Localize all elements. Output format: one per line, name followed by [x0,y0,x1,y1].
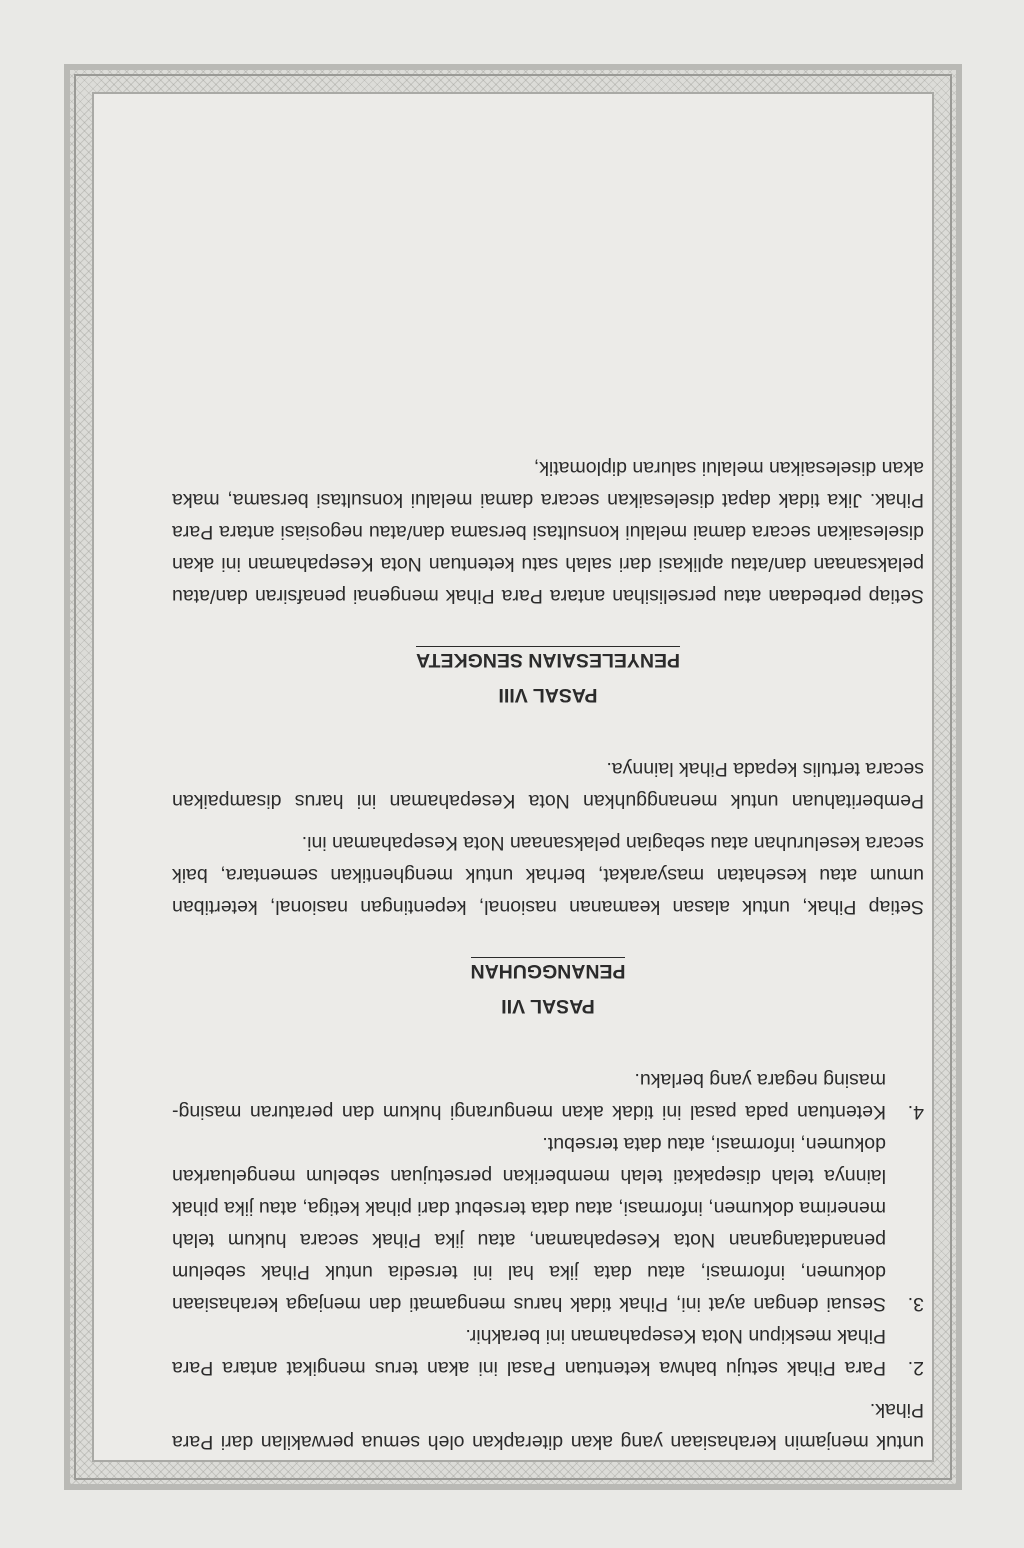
pasal-8-paragraph-1: Setiap perbedaan atau perselisihan antara Para Pihak mengenai penafsiran dan/atau pelaksanaan dan/atau aplikasi dari salah satu ketentuan Nota Kesepahaman ini akan diselesaikan secara damai melalui konsultasi bersama dan/atau negosiasi antara Para Pihak. Jika tidak dapat diselesaikan secara damai melalui konsultasi bersama, maka akan diselesaikan melalui saluran diplomatik, [172,457,924,607]
pasal-7-subtitle: PENANGGUHAN [471,957,626,984]
pasal-8-title: PASAL VIII [498,684,598,706]
list-item-2 [172,1320,924,1384]
pasal-7-title: PASAL VII [501,995,595,1017]
pasal-7-paragraph-1: Setiap Pihak, untuk alasan keamanan nasional, kepentingan nasional, ketertiban umum atau kesehatan masyarakat, berhak untuk menghentikan sementara, baik secara keseluruhan atau sebagian pelaksanaan Nota Kesepahaman ini. [172,832,924,918]
list-number: 4. [907,1101,924,1123]
pasal-7-heading [172,955,924,1022]
pasal-8-subtitle: PENYELESAIAN SENGKETA [416,646,680,673]
list-number: 2. [907,1357,924,1379]
list-text: Para Pihak setuju bahwa ketentuan Pasal ini akan terus mengikat antara Para Pihak meskipun Nota Kesepahaman ini berakhir. [172,1325,886,1379]
list-text: Sesuai dengan ayat ini, Pihak tidak harus mengamati dan menjaga kerahasiaan dokumen, informasi, atau data jika hal ini tersedia untuk Pihak sebelum penandatanganan Nota Kesepahaman, atau jika Pihak secara hukum telah menerima dokumen, informasi, atau data tersebut dari pihak ketiga, atau jika pihak lainnya telah disepakati telah memberikan persetujuan sebelum mengeluarkan dokumen, informasi, atau data tersebut. [172,1133,886,1315]
list-item-4 [172,1064,924,1128]
pasal-8-heading [172,644,924,711]
intro-paragraph: untuk menjamin kerahasiaan yang akan diterapkan oleh semua perwakilan dari Para Pihak. [172,1399,924,1453]
list-number: 3. [907,1293,924,1315]
document-content [172,442,924,1458]
pasal-7-paragraph-2: Pemberitahuan untuk menangguhkan Nota Kesepahaman ini harus disampaikan secara tertulis kepada Pihak lainnya. [172,758,924,812]
list-text: Ketentuan pada pasal ini tidak akan mengurangi hukum dan peraturan masing-masing negara yang berlaku. [172,1069,886,1123]
list-item-3 [172,1128,924,1320]
